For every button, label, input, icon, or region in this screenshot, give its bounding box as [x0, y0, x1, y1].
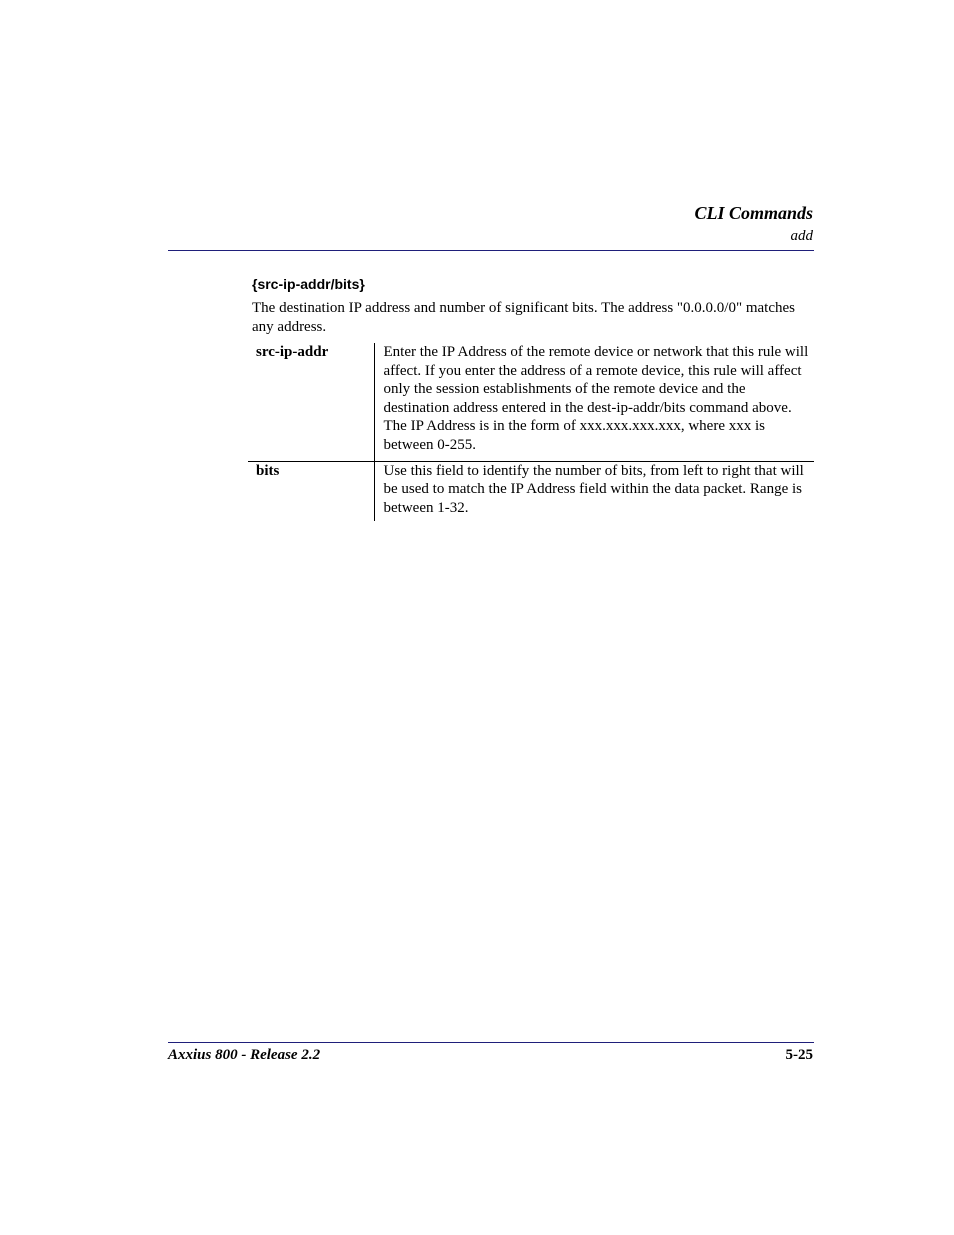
- header-subtitle: add: [790, 228, 813, 244]
- table-row: [248, 343, 814, 461]
- page-number: 5-25: [785, 1047, 813, 1063]
- parameter-description: Enter the IP Address of the remote device or network that this rule will affect. If you enter the address of a remote device, this rule will affect only the session establishments of the remote device and the destination address entered in the dest-ip-addr/bits command above. The IP Address is in the form of xxx.xxx.xxx.xxx, where xxx is between 0-255.: [374, 343, 814, 461]
- parameter-description: Use this field to identify the number of bits, from left to right that will be used to match the IP Address field within the data packet. Range is between 1-32.: [374, 461, 814, 521]
- footer-product: Axxius 800 - Release 2.2: [168, 1047, 321, 1063]
- section-heading: {src-ip-addr/bits}: [252, 276, 365, 292]
- footer-divider: [168, 1042, 814, 1043]
- table-row: [248, 461, 814, 521]
- header-divider: [168, 250, 814, 251]
- section-intro: The destination IP address and number of significant bits. The address "0.0.0.0/0" matches any address.: [252, 300, 795, 335]
- parameter-name: bits: [248, 461, 374, 521]
- parameter-name: src-ip-addr: [256, 344, 329, 360]
- parameter-table: [248, 343, 814, 521]
- header-title: CLI Commands: [694, 203, 813, 223]
